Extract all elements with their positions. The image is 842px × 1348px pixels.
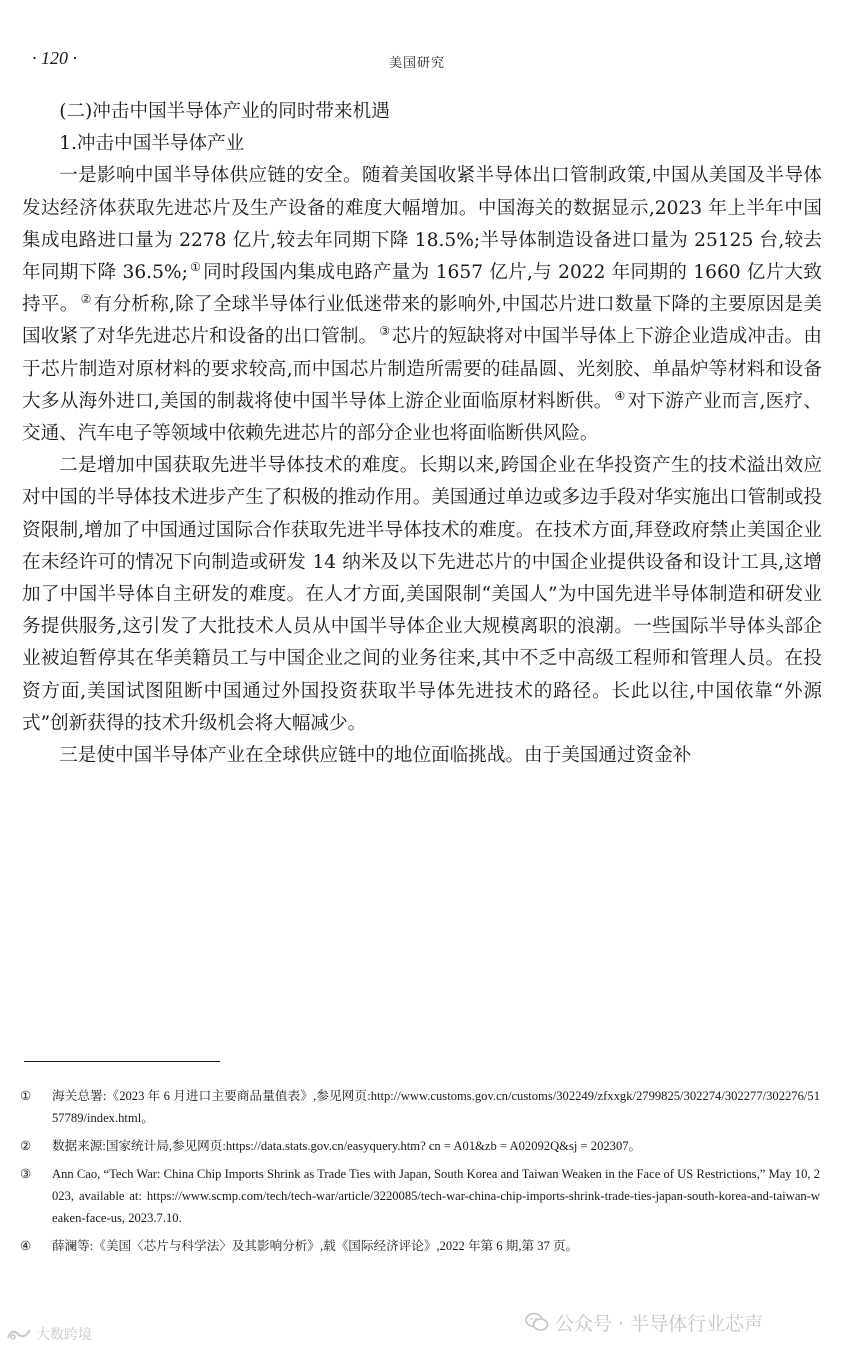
brand-watermark (6, 1323, 92, 1345)
brand-logo-icon (6, 1326, 32, 1342)
footnote-ref-1[interactable]: ① (189, 259, 202, 274)
footnote-ref-4[interactable]: ④ (614, 388, 626, 403)
paragraph-text: 一是影响中国半导体供应链的安全。随着美国收紧半导体出口管制政策,中国从美国及半导体发达经济体获取先进芯片及生产设备的难度大幅增加。中国海关的数据显示,2023 年上半年中国集成电路进口量为 2278 亿片,较去年同期下降 18.5%;半导体制造设备进口量为 25125 台,较去年同期下降 36.5%; (22, 165, 822, 284)
page-header (32, 48, 802, 74)
wechat-icon (525, 1312, 549, 1332)
footnote-mark: ③ (20, 1166, 32, 1181)
footnote-ref-2[interactable]: ② (80, 292, 92, 307)
main-text (22, 96, 822, 772)
footnote-ref-3[interactable]: ③ (379, 324, 391, 339)
running-title: 美国研究 (388, 56, 445, 71)
paragraph-supply-chain (22, 160, 822, 450)
footnote-mark: ① (20, 1088, 32, 1103)
footnote-3 (20, 1163, 820, 1229)
footnote-text: 数据来源:国家统计局,参见网页:https://data.stats.gov.cn/easyquery.htm? cn = A01&zb = A02092Q&sj = 202307。 (52, 1139, 642, 1153)
footnote-text: 薛澜等:《美国〈芯片与科学法〉及其影响分析》,载《国际经济评论》,2022 年第 6 期,第 37 页。 (52, 1239, 579, 1253)
footnote-1 (20, 1085, 820, 1129)
footnote-4 (20, 1235, 820, 1257)
paragraph-global-supply-chain: 三是使中国半导体产业在全球供应链中的地位面临挑战。由于美国通过资金补 (59, 745, 692, 767)
footnote-2 (20, 1135, 820, 1157)
paragraph-text: 对下游产业而言,医疗、交通、汽车电子等领域中依赖先进芯片的部分企业也将面临断供风险。 (22, 390, 822, 445)
footnote-text: Ann Cao, “Tech War: China Chip Imports Shrink as Trade Ties with Japan, South Korea and Taiwan Weaken in the Face of US Restrictions,” May 10, 2023, available at: https://www.scmp.com/tech/tech-war/article/3220085/tech-war-china-chip-imports-shrink-trade-ties-japan-south-korea-and-taiwan-weaken-face-us, 2023.7.10. (52, 1167, 820, 1225)
watermark-text: 公众号 · 半导体行业芯声 (555, 1312, 764, 1335)
footnote-text: 海关总署:《2023 年 6 月进口主要商品量值表》,参见网页:http://www.customs.gov.cn/customs/302249/zfxxgk/2799825/302274/302277/302276/5157789/index.html。 (52, 1089, 820, 1125)
paragraph-text: 同时段国内集成电路产量为 1657 亿片,与 2022 年同期的 1660 亿片大致持平。 (22, 262, 822, 316)
footnotes (20, 1085, 820, 1263)
paragraph-text: 芯片的短缺将对中国半导体上下游企业造成冲击。由于芯片制造对原材料的要求较高,而中国芯片制造所需要的硅晶圆、光刻胶、单晶炉等材料和设备大多从海外进口,美国的制裁将使中国半导体上游企业面临原材料断供。 (22, 326, 822, 412)
paragraph-technology: 二是增加中国获取先进半导体技术的难度。长期以来,跨国企业在华投资产生的技术溢出效应对中国的半导体技术进步产生了积极的推动作用。美国通过单边或多边手段对华实施出口管制或投资限制,增加了中国通过国际合作获取先进半导体技术的难度。在技术方面,拜登政府禁止美国企业在未经许可的情况下向制造或研发 14 纳米及以下先进芯片的中国企业提供设备和设计工具,这增加了中国半导体自主研发的难度。在人才方面,美国限制“美国人”为中国先进半导体制造和研发业务提供服务,这引发了大批技术人员从中国半导体企业大规模离职的浪潮。一些国际半导体头部企业被迫暂停其在华美籍员工与中国企业之间的业务往来,其中不乏中高级工程师和管理人员。在投资方面,美国试图阻断中国通过外国投资获取半导体先进技术的路径。长此以往,中国依靠“外源式”创新获得的技术升级机会将大幅减少。 (22, 455, 822, 734)
wechat-watermark (525, 1308, 763, 1336)
watermark-text: 大数跨境 (36, 1327, 92, 1343)
paragraph-text: 有分析称,除了全球半导体行业低迷带来的影响外,中国芯片进口数量下降的主要原因是美国收紧了对华先进芯片和设备的出口管制。 (22, 294, 822, 348)
section-heading: (二)冲击中国半导体产业的同时带来机遇 (59, 101, 390, 122)
footnote-mark: ② (20, 1138, 32, 1153)
subheading: 1.冲击中国半导体产业 (59, 133, 245, 155)
footnote-separator (24, 1061, 220, 1062)
page-number: · 120 · (32, 48, 77, 68)
footnote-mark: ④ (20, 1238, 32, 1253)
